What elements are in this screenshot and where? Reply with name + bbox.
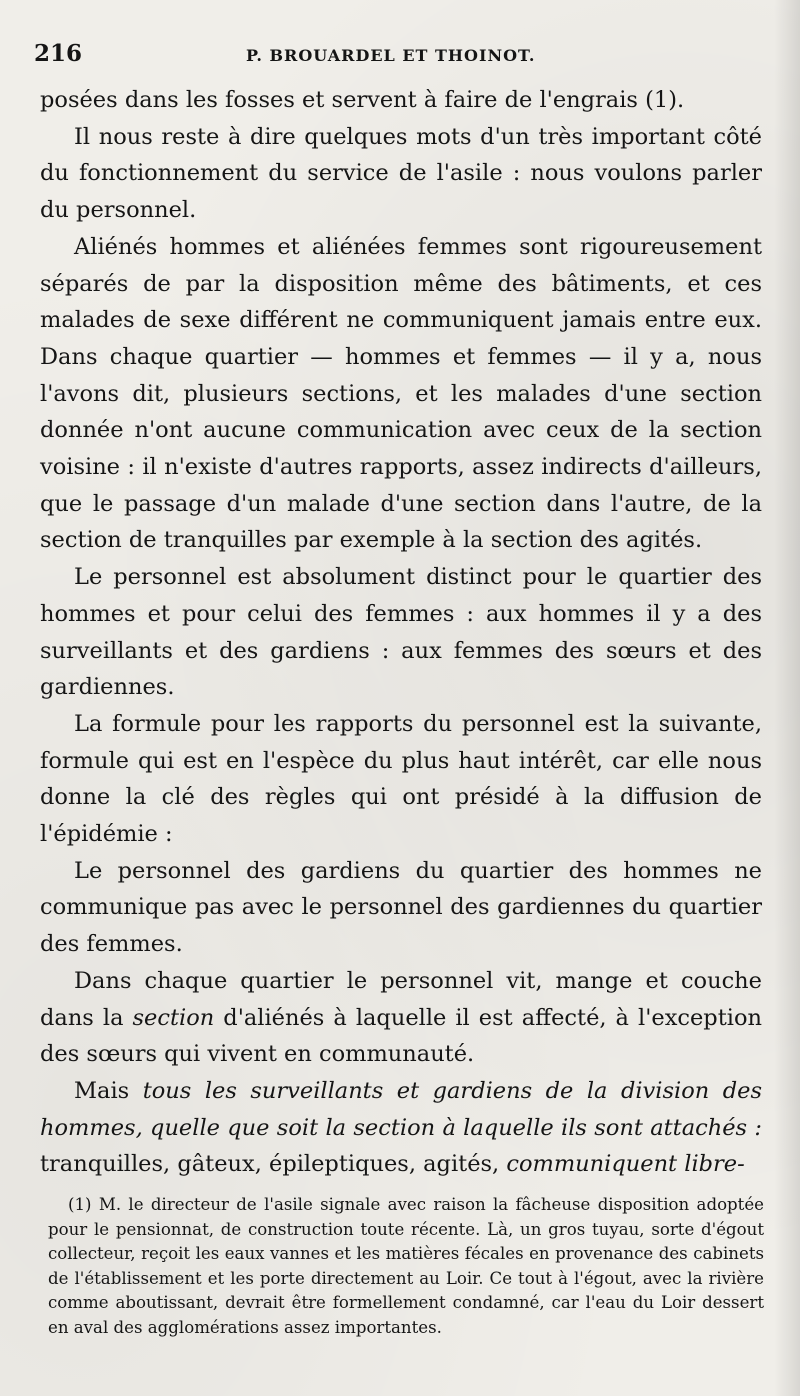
paragraph-communication (40, 1073, 762, 1183)
paragraph-text: Dans chaque quartier le personnel vit, mange et couche dans la (40, 967, 762, 1031)
body-text (40, 82, 762, 1183)
italic-text: section (132, 1004, 215, 1031)
footnote: (1) M. le directeur de l'asile signale avec raison la fâcheuse disposition adoptée pour le pensionnat, de construction toute récente. Là, un gros tuyau, sorte d'égout collecteur, reçoit les eaux vannes et les matières fécales en provenance des cabinets de l'établissement et les porte directement au Loir. Ce tout à l'égout, avec la rivière comme aboutissant, devrait être formellement condamné, car l'eau du Loir dessert en aval des agglomérations assez importantes. (48, 1195, 764, 1337)
paragraph-text: Mais (74, 1077, 143, 1104)
italic-text: tous les surveillants et gardiens de la division des hommes, quelle que soit la section à laquelle ils sont attachés : (40, 1077, 762, 1141)
paragraph-formula: La formule pour les rapports du personnel est la suivante, formule qui est en l'espèce du plus haut intérêt, car elle nous donne la clé des règles qui ont présidé à la diffusion de l'épidémie : (40, 710, 762, 848)
page-number: 216 (34, 40, 83, 67)
page-header (34, 40, 764, 76)
paragraph-text: tranquilles, gâteux, épileptiques, agités, (40, 1151, 507, 1178)
paragraph-rule: Le personnel des gardiens du quartier des hommes ne communique pas avec le personnel des gardiennes du quartier des femmes. (40, 857, 762, 958)
paragraph-living-arrangements (40, 963, 762, 1073)
paragraph-text: d'aliénés à laquelle il est affecté, à l'exception des sœurs qui vivent en communauté. (40, 1004, 762, 1068)
italic-text: communiquent libre- (506, 1151, 745, 1178)
running-head: P. BROUARDEL ET THOINOT. (246, 46, 536, 65)
paragraph-personnel-intro: Il nous reste à dire quelques mots d'un très important côté du fonctionnement du service de l'asile : nous voulons parler du personnel. (40, 123, 762, 224)
page-edge-shadow (774, 0, 800, 1396)
paragraph-distinct-personnel: Le personnel est absolument distinct pour le quartier des hommes et pour celui des femmes : aux hommes il y a des surveillants et des gardiens : aux femmes des sœurs et des gardiennes. (40, 564, 762, 701)
paragraph-separation: Aliénés hommes et aliénées femmes sont rigoureusement séparés de par la disposition même des bâtiments, et ces malades de sexe différent ne communiquent jamais entre eux. Dans chaque quartier — hommes et femmes — il y a, nous l'avons dit, plusieurs sections, et les malades d'une section donnée n'ont aucune communication avec ceux de la section voisine : il n'existe d'autres rapports, assez indirects d'ailleurs, que le passage d'un malade d'une section dans l'autre, de la section de tranquilles par exemple à la section des agités. (40, 233, 762, 554)
paragraph-continuation: posées dans les fosses et servent à faire de l'engrais (1). (40, 87, 685, 113)
